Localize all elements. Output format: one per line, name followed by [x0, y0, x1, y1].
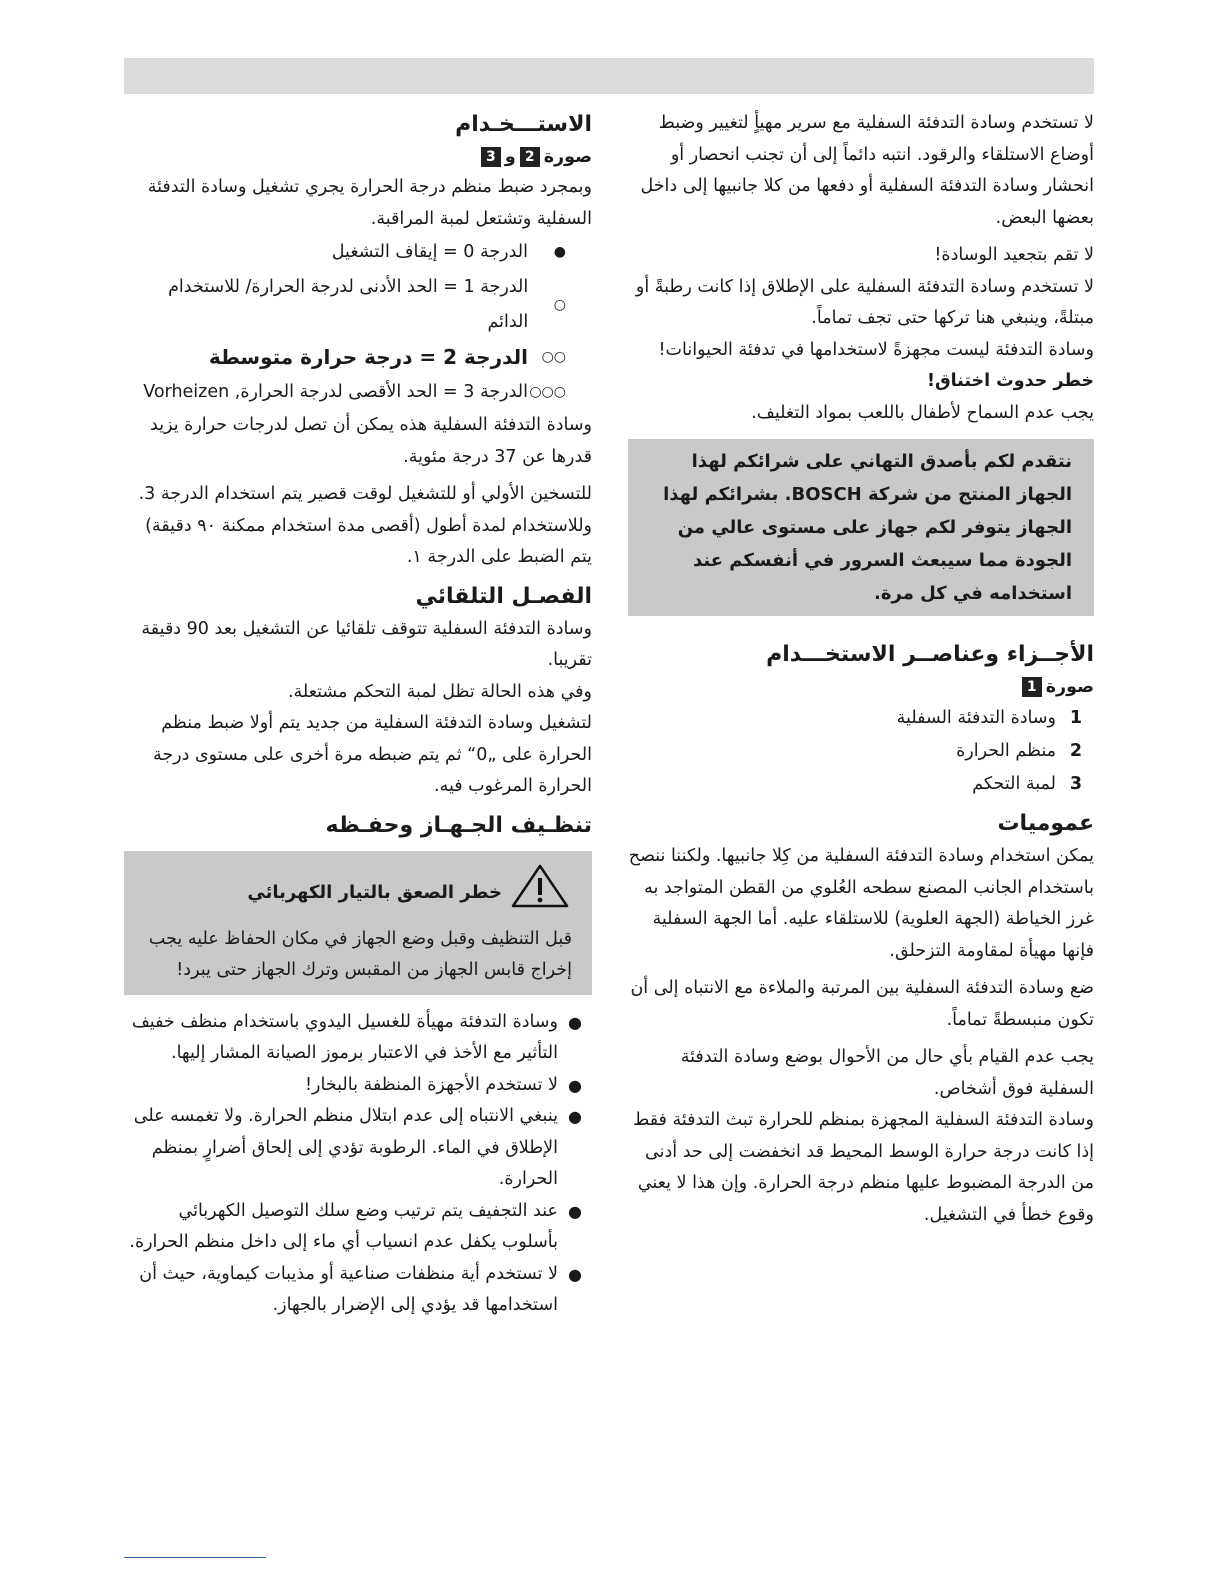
bullet-icon: ● [568, 1075, 582, 1095]
cleaning-list [124, 1007, 592, 1322]
level-text: الدرجة 1 = الحد الأدنى لدرجة الحرارة/ للاستخدام الدائم [168, 277, 529, 332]
header-bar [124, 58, 1094, 94]
bullet-text: لا تستخدم أية منظفات صناعية أو مذيبات كيماوية، حيث أن استخدامها قد يؤدي إلى الإضرار بالجهاز. [139, 1263, 558, 1315]
auto-off-paragraph: وفي هذه الحالة تظل لمبة التحكم مشتعلة. [287, 681, 592, 702]
level-text: الدرجة 0 = إيقاف التشغيل [331, 242, 528, 262]
level-text: الدرجة 2 = درجة حرارة متوسطة [208, 345, 528, 369]
figure-number: 2 [520, 147, 540, 167]
figure-and: و [504, 147, 516, 167]
list-item [124, 340, 592, 375]
parts-figure-ref [628, 672, 1094, 702]
congrats-box [628, 439, 1094, 616]
part-number: 3 [1069, 774, 1082, 794]
bullet-icon: ● [568, 1107, 582, 1126]
suffocation-title: خطر حدوث اختناق! [926, 371, 1094, 391]
usage-heading: الاستـــخـدام [455, 112, 592, 137]
part-label: منظم الحرارة [956, 741, 1056, 761]
auto-off-paragraph: وسادة التدفئة السفلية تتوقف تلقائيا عن التشغيل بعد 90 دقيقة تقريبا. [141, 618, 592, 670]
bullet-icon: ● [568, 1012, 582, 1032]
part-number: 1 [1069, 708, 1082, 728]
intro-paragraph: لا تستخدم وسادة التدفئة السفلية مع سرير مهيأٍ لتغيير وضبط أوضاع الاستلقاء والرقود. انتبه دائماً إلى أن تجنب انحصار أو انحشار وسادة التدفئة السفلية أو دفعها من كلا جانبيها إلى داخل بعضها البعض. [640, 113, 1094, 228]
right-column [628, 108, 1094, 1231]
warning-header [144, 863, 572, 924]
electric-warning-box [124, 851, 592, 995]
warning-triangle-icon [510, 863, 570, 924]
suffocation-text: يجب عدم السماح لأطفال باللعب بمواد التغليف. [751, 402, 1094, 423]
list-item [628, 702, 1094, 735]
general-heading: عموميات [997, 811, 1094, 836]
left-column [124, 108, 592, 1322]
congrats-text: نتقدم لكم بأصدق التهاني على شرائكم لهذا الجهاز المنتج من شركة BOSCH. بشرائكم لهذا الجهاز يتوفر لكم جهاز على مستوى عالي من الجودة مما سيبعث السرور في أنفسكم عند استخدامه في كل مرة. [663, 451, 1072, 604]
auto-off-heading: الفصـل التلقائي [415, 583, 592, 609]
parts-list [628, 702, 1094, 801]
warning-title: خطر الصعق بالتيار الكهربائي [247, 882, 502, 903]
figure-label: صورة [1045, 677, 1094, 697]
list-item [124, 1101, 592, 1196]
cleaning-heading: تنظـيف الجـهـاز وحفـظه [325, 812, 592, 838]
level-symbol: ○○○ [529, 384, 566, 400]
figure-label: صورة [543, 147, 592, 167]
bullet-text: وسادة التدفئة مهيأة للغسيل اليدوي باستخدام منظف خفيف التأثير مع الأخذ في الاعتبار برموز الصيانة المشار إليها. [131, 1011, 558, 1063]
list-item [124, 235, 592, 270]
level-symbol: ○○ [541, 349, 566, 365]
usage-intro: وبمجرد ضبط منظم درجة الحرارة يجري تشغيل وسادة التدفئة السفلية وتشتعل لمبة المراقبة. [147, 177, 592, 229]
level-symbol: ○ [553, 296, 566, 313]
preheat-text: للتسخين الأولي أو للتشغيل لوقت قصير يتم استخدام الدرجة 3. وللاستخدام لمدة أطول (أقصى مدة استخدام ممكنة ٩٠ دقيقة) يتم الضبط على الدرجة ١. [138, 484, 592, 567]
list-item [124, 1070, 592, 1102]
levels-list [124, 235, 592, 410]
list-item [628, 735, 1094, 768]
list-item [628, 768, 1094, 801]
wet-warning: لا تستخدم وسادة التدفئة السفلية على الإطلاق إذا كانت رطبةً أو مبتلةً، وينبغي هنا تركها حتى تجف تماماً. [635, 276, 1094, 328]
level-symbol: ● [553, 244, 566, 260]
list-item [124, 1007, 592, 1070]
general-paragraph: وسادة التدفئة السفلية المجهزة بمنظم للحرارة تبث التدفئة فقط إذا كانت درجة حرارة الوسط المحيط قد انخفضت إلى حد أدنى من الدرجة المضبوط عليها منظم درجة الحرارة. وإن هذا لا يعني وقوع خطأ في التشغيل. [633, 1110, 1094, 1225]
figure-number: 1 [1022, 677, 1042, 697]
general-paragraph: يجب عدم القيام بأي حال من الأحوال بوضع وسادة التدفئة السفلية فوق أشخاص. [680, 1047, 1094, 1099]
bullet-text: عند التجفيف يتم ترتيب وضع سلك التوصيل الكهربائي بأسلوب يكفل عدم انسياب أي ماء إلى داخل منظم الحرارة. [129, 1200, 558, 1252]
list-item [124, 375, 592, 410]
list-item [124, 1259, 592, 1322]
usage-figure-ref [124, 142, 592, 172]
parts-heading: الأجــزاء وعناصــر الاستخـــدام [766, 642, 1094, 667]
animals-warning: وسادة التدفئة ليست مجهزةً لاستخدامها في تدفئة الحيوانات! [658, 339, 1094, 360]
general-paragraph: يمكن استخدام وسادة التدفئة السفلية من كِلا جانبيها. ولكننا ننصح باستخدام الجانب المصنع سطحه العُلوي من القطن المتواجد به غرز الخياطة (الجهة العلوية) للاستلقاء عليه. أما الجهة السفلية فإنها مهيأة لمقاومة التزحلق. [628, 846, 1094, 961]
bullet-text: لا تستخدم الأجهزة المنظفة بالبخار! [305, 1074, 558, 1095]
part-label: لمبة التحكم [972, 774, 1056, 794]
figure-number: 3 [481, 147, 501, 167]
bullet-icon: ● [568, 1264, 582, 1284]
auto-off-paragraph: لتشغيل وسادة التدفئة السفلية من جديد يتم أولا ضبط منظم الحرارة على „0“ ثم يتم ضبطه مرة أخرى على مستوى درجة الحرارة المرغوب فيه. [152, 713, 592, 796]
list-item [124, 270, 592, 340]
part-number: 2 [1069, 741, 1082, 761]
warning-text: قبل التنظيف وقبل وضع الجهاز في مكان الحفاظ عليه يجب إخراج قابس الجهاز من المقبس وترك الجهاز حتى يبرد! [148, 928, 572, 980]
bullet-text: ينبغي الانتباه إلى عدم ابتلال منظم الحرارة. ولا تغمسه على الإطلاق في الماء. الرطوبة تؤدي إلى إلحاق أضرارٍ بمنظم الحرارة. [133, 1106, 558, 1189]
footer-rule [124, 1557, 266, 1558]
level-text: الدرجة 3 = الحد الأقصى لدرجة الحرارة, Vorheizen [143, 382, 528, 402]
max-temp-text: وسادة التدفئة السفلية هذه يمكن أن تصل لدرجات حرارة يزيد قدرها عن 37 درجة مئوية. [150, 415, 592, 467]
list-item [124, 1196, 592, 1259]
bullet-icon: ● [568, 1201, 582, 1221]
no-fold-warning: لا تقم بتجعيد الوسادة! [934, 245, 1094, 265]
general-paragraph: ضع وسادة التدفئة السفلية بين المرتبة والملاءة مع الانتباه إلى أن تكون منبسطةً تماماً. [630, 978, 1094, 1030]
part-label: وسادة التدفئة السفلية [896, 708, 1056, 728]
